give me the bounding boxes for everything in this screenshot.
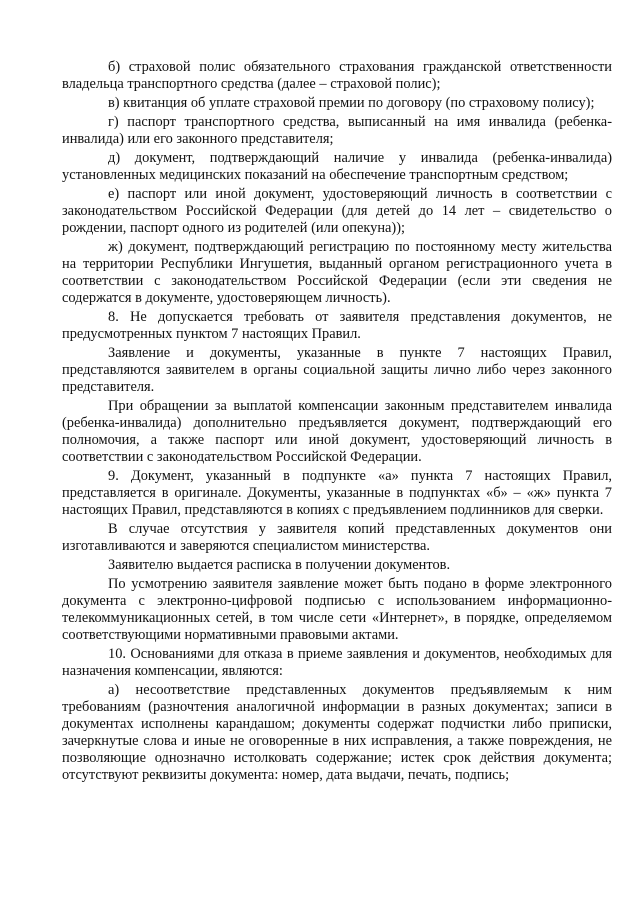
paragraph-9: 9. Документ, указанный в подпункте «а» пункта 7 настоящих Правил, представляется в оригинале. Документы, указанные в подпунктах «б» – «ж» пункта 7 настоящих Правил, представляются в копиях с предъявлением подлинников для сверки.	[62, 468, 612, 518]
paragraph-10: 10. Основаниями для отказа в приеме заявления и документов, необходимых для назначения компенсации, являются:	[62, 646, 612, 679]
paragraph-b: б) страховой полис обязательного страхования гражданской ответственности владельца транспортного средства (далее – страховой полис);	[62, 59, 612, 92]
paragraph-zh: ж) документ, подтверждающий регистрацию по постоянному месту жительства на территории Республики Ингушетия, выданный органом регистрационного учета в соответствии с законодательством Российской Федерации (если эти сведения не содержатся в документе, удостоверяющем личность).	[62, 239, 612, 306]
paragraph-10-a: а) несоответствие представленных документов предъявляемым к ним требованиям (разночтения аналогичной информации в разных документах; записи в документах исполнены карандашом; документы содержат подчистки либо приписки, зачеркнутые слова и иные не оговоренные в них исправления, а также повреждения, не позволяющие однозначно истолковать содержание; истек срок действия документа; отсутствуют реквизиты документа: номер, дата выдачи, печать, подпись;	[62, 682, 612, 783]
paragraph-d: д) документ, подтверждающий наличие у инвалида (ребенка-инвалида) установленных медицинских показаний на обеспечение транспортным средством;	[62, 150, 612, 183]
paragraph-8: 8. Не допускается требовать от заявителя представления документов, не предусмотренных пунктом 7 настоящих Правил.	[62, 309, 612, 342]
paragraph-g: г) паспорт транспортного средства, выписанный на имя инвалида (ребенка-инвалида) или его законного представителя;	[62, 114, 612, 147]
paragraph-9-copies: В случае отсутствия у заявителя копий представленных документов они изготавливаются и заверяются специалистом министерства.	[62, 521, 612, 554]
paragraph-e: е) паспорт или иной документ, удостоверяющий личность в соответствии с законодательством Российской Федерации (для детей до 14 лет – свидетельство о рождении, паспорт одного из родителей (или опекуна));	[62, 186, 612, 236]
paragraph-8-submission: Заявление и документы, указанные в пункте 7 настоящих Правил, представляются заявителем в органы социальной защиты лично либо через законного представителя.	[62, 345, 612, 395]
paragraph-v: в) квитанция об уплате страховой премии по договору (по страховому полису);	[108, 95, 595, 111]
paragraph-9-receipt: Заявителю выдается расписка в получении документов.	[108, 557, 451, 573]
paragraph-9-electronic: По усмотрению заявителя заявление может быть подано в форме электронного документа с электронно-цифровой подписью с использованием информационно-телекоммуникационных сетей, в том числе сети «Интернет», в порядке, определяемом соответствующими нормативными правовыми актами.	[62, 576, 612, 643]
paragraph-8-representative: При обращении за выплатой компенсации законным представителем инвалида (ребенка-инвалида) дополнительно предъявляется документ, подтверждающий его полномочия, а также паспорт или иной документ, удостоверяющий личность в соответствии с законодательством Российской Федерации.	[62, 398, 612, 465]
